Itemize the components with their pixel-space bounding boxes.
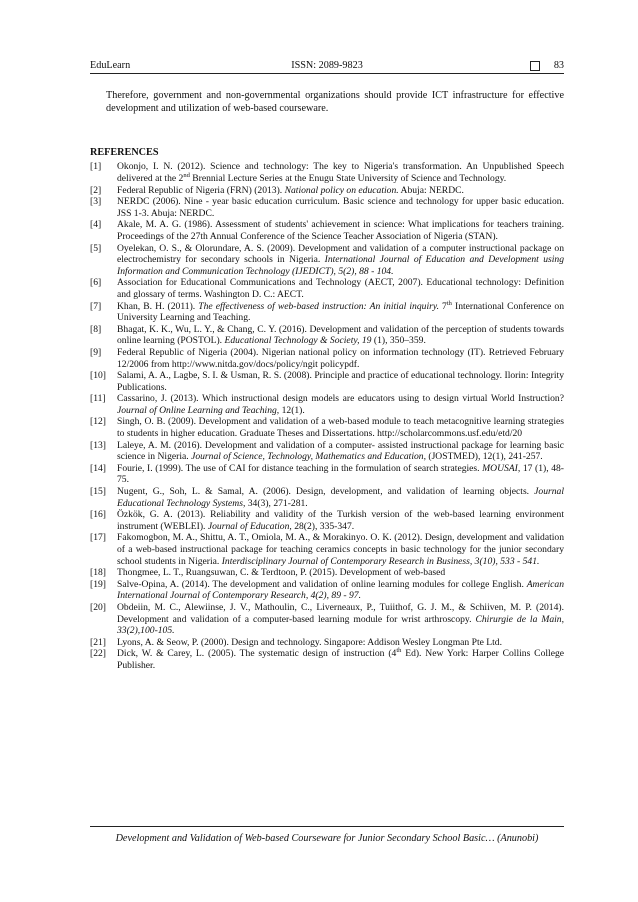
italic-text: Educational Technology & Society, 19 [224,335,372,347]
reference-text [117,532,564,567]
reference-item [90,161,564,184]
reference-item [90,277,564,300]
reference-text [117,219,564,242]
journal-page [90,60,564,672]
reference-number: [18] [90,567,106,579]
reference-text [117,416,564,439]
reference-item [90,393,564,416]
text-segment: Obdeiin, M. C., Alewiinse, J. V., Mathoulin, C., Liverneaux, P., Tuiithof, G. J. M., & Schiiven, M. P. (2014). Development and validation of a computer-based learning module for wrist arthroscopy. [117,601,564,625]
reference-text [117,486,564,509]
italic-text: Journal Educational Technology Systems, [117,486,564,509]
reference-text [117,440,564,463]
journal-name: EduLearn [90,60,131,71]
text-segment: Oyelekan, O. S., & Olorundare, A. S. (2009). Development and validation of a computer instructional package on electrochemistry for secondary schools in Nigeria. [117,242,564,266]
text-segment: Ed). New York: Harper Collins College Publisher. [117,648,565,671]
reference-item [90,463,564,486]
text-segment: Fourie, I. (1999). The use of CAI for distance teaching in the formulation of search strategies. [117,462,483,474]
text-segment: Fakomogbon, M. A., Shittu, A. T., Omiola, M. A., & Morakinyo. O. K. (2012). Design, development and validation of a web-based instructional package for teaching ceramics concepts in basic technology for the junior secondary school students in Nigeria. [117,532,564,567]
reference-number: [7] [90,300,102,312]
running-header [90,60,564,74]
text-segment: (JOSTMED), 12(1), 241-257. [425,451,543,463]
reference-text [117,637,564,649]
reference-number: [12] [90,416,106,428]
reference-text [117,579,564,602]
superscript: th [396,647,402,655]
text-segment: Salami, A. A., Lagbe, S. I. & Usman, R. S. (2008). Principle and practice of educational technology. Ilorin: Integrity Publications. [117,370,564,393]
reference-number: [3] [90,196,102,208]
reference-text [117,161,564,184]
italic-text: Journal of Online Learning and Teaching, [117,404,280,416]
text-segment: Nugent, G., Soh, L. & Samal, A. (2006). Design, development, and validation of learning objects. [117,486,535,498]
text-segment: Thongmee, L. T., Ruangsuwan, C. & Terdtoon, P. (2015). Development of web-based [117,567,446,579]
reference-number: [22] [90,648,106,660]
text-segment: 7 [438,300,447,312]
italic-text: Chirurgie de la Main, 33(2),100-105. [117,613,564,637]
reference-item [90,440,564,463]
reference-item [90,219,564,242]
page-number: 83 [553,60,564,71]
reference-text [117,301,564,324]
reference-text [117,185,564,197]
reference-text [117,196,564,219]
italic-text: American International Journal of Contemporary Research, 4(2), 89 - 97. [117,578,564,602]
text-segment: Akale, M. A. G. (1986). Assessment of students' achievement in science: What implications for teachers training. Proceedings of the 27th Annual Conference of the Science Teacher Association of Nigeria (STAN). [117,219,564,242]
text-segment: Federal Republic of Nigeria (2004). Nigerian national policy on information technology (IT). Retrieved February 12/2006 from http://www.nitda.gov/docs/policy/ngit policypdf. [117,346,564,370]
reference-item [90,347,564,370]
reference-text [117,567,564,579]
text-segment: Bhagat, K. K., Wu, L. Y., & Chang, C. Y. (2016). Development and validation of the perception of students towards online learning (POSTOL). [117,323,564,347]
reference-number: [1] [90,161,102,173]
italic-text: Journal of Education [207,520,290,532]
reference-number: [4] [90,219,102,231]
reference-text [117,277,564,300]
reference-number: [21] [90,636,106,648]
body-paragraph: Therefore, government and non-governmental organizations should provide ICT infrastructure for effective development and utilization of web-based courseware. [106,90,564,115]
reference-item [90,579,564,602]
reference-number: [8] [90,323,102,335]
reference-text [117,463,564,486]
reference-number: [14] [90,462,106,474]
running-footer: Development and Validation of Web-based Courseware for Junior Secondary School Basic… (Anunobi) [90,826,564,844]
reference-number: [16] [90,509,106,521]
superscript: nd [183,171,190,179]
italic-text: International Journal of Education and Development using Information and Communication Technology (IJEDICT), 5(2), 88 - 104. [117,254,564,277]
reference-text [117,324,564,347]
reference-text [117,648,564,671]
italic-text: MOUSAI, [482,462,521,474]
references-heading: REFERENCES [90,147,159,159]
reference-number: [17] [90,532,106,544]
reference-item [90,370,564,393]
text-segment: Lyons, A. & Seow, P. (2000). Design and technology. Singapore: Addison Wesley Longman Pte Ltd. [117,636,502,648]
reference-item [90,648,564,671]
reference-text [117,602,564,637]
italic-text: Journal of Science, Technology, Mathematics and Education, [191,451,426,463]
text-segment: , 28(2), 335-347. [289,520,355,532]
italic-text: Interdisciplinary Journal of Contemporary Research in Business, 3(10), 533 - 541. [221,555,540,567]
text-segment: Brennial Lecture Series at the Enugu State University of Science and Technology. [189,173,507,184]
text-segment: 12(1). [279,404,305,416]
reference-item [90,243,564,278]
text-segment: (1), 350–359. [371,335,426,347]
reference-item [90,567,564,579]
text-segment: NERDC (2006). Nine - year basic education curriculum. Basic science and technology for upper basic education. JSS 1-3. Abuja: NERDC. [117,196,564,219]
text-segment: Federal Republic of Nigeria (FRN) (2013). [117,184,285,196]
text-segment: Abuja: NERDC. [398,184,464,196]
reference-number: [19] [90,578,106,590]
reference-item [90,196,564,219]
reference-item [90,637,564,649]
reference-number: [2] [90,184,102,196]
text-segment: Dick, W. & Carey, L. (2005). The systematic design of instruction (4 [117,648,397,660]
reference-item [90,509,564,532]
reference-number: [6] [90,277,102,289]
text-segment: Özkök, G. A. (2013). Reliability and validity of the Turkish version of the web-based learning environment instrument (WEBLEI). [117,509,564,532]
text-segment: 17 (1), 48-75. [117,462,564,486]
reference-number: [5] [90,242,102,254]
reference-number: [10] [90,370,106,382]
italic-text: National policy on education. [284,184,399,196]
reference-item [90,185,564,197]
text-segment: Khan, B. H. (2011). [117,300,199,312]
reference-number: [9] [90,346,102,358]
reference-text [117,347,564,370]
reference-text [117,243,564,278]
reference-number: [20] [90,601,106,613]
reference-item [90,486,564,509]
reference-number: [15] [90,486,106,498]
reference-item [90,324,564,347]
italic-text: The effectiveness of web-based instruction: An initial inquiry. [198,300,439,312]
text-segment: 34(3), 271-281. [245,497,308,509]
reference-number: [13] [90,439,106,451]
text-segment: Singh, O. B. (2009). Development and validation of a web-based module to teach metacognitive learning strategies to students in higher education. Graduate Theses and Dissertations. http://scholarcommons.usf.edu/etd/20 [117,416,564,440]
reference-text [117,509,564,532]
reference-number: [11] [90,393,106,405]
text-segment: International Conference on University Learning and Teaching. [117,300,564,324]
text-segment: Salve-Opina, A. (2014). The development and validation of online learning modules for college English. [117,578,527,590]
references-list [90,161,564,671]
text-segment: Okonjo, I. N. (2012). Science and technology: The key to Nigeria's transformation. An Unpublished Speech delivered at the 2 [117,161,564,184]
reference-item [90,602,564,637]
text-segment: Cassarino, J. (2013). Which instructional design models are educators using to design virtual World Instruction? [117,393,564,405]
reference-item [90,416,564,439]
reference-item [90,301,564,324]
text-segment: Laleye, A. M. (2016). Development and validation of a computer- assisted instructional package for learning basic science in Nigeria. [117,439,564,463]
reference-text [117,393,564,416]
text-segment: Association for Educational Communications and Technology (AECT, 2007). Educational technology: Definition and glossary of terms. Washington D. C.: AECT. [117,277,564,300]
reference-text [117,370,564,393]
reference-item [90,532,564,567]
superscript: th [446,299,452,307]
issn: ISSN: 2089-9823 [291,60,363,71]
